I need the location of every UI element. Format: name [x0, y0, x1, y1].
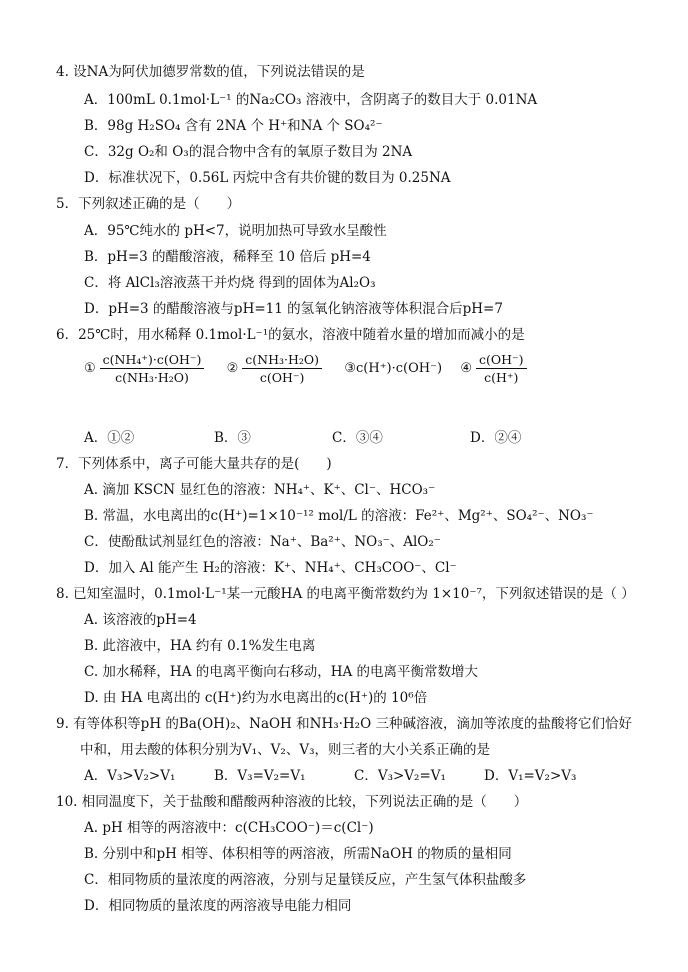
question-9-option-d: D．V₁=V₂>V₃ — [484, 768, 577, 784]
question-10-option-d: D．相同物质的量浓度的两溶液导电能力相同 — [84, 898, 352, 914]
question-10-option-b: B. 分别中和pH 相等、体积相等的两溶液，所需NaOH 的物质的量相同 — [84, 846, 512, 862]
question-8-option-c: C. 加水稀释，HA 的电离平衡向右移动，HA 的电离平衡常数增大 — [84, 664, 479, 680]
question-10-option-a: A. pH 相等的两溶液中：c(CH₃COO⁻)＝c(Cl⁻) — [84, 820, 374, 836]
question-4-option-c: C．32g O₂和 O₃的混合物中含有的氧原子数目为 2NA — [84, 144, 413, 160]
item-1-numerator: c(NH₄⁺)·c(OH⁻) — [100, 352, 205, 369]
question-9-option-a: A．V₃>V₂>V₁ — [84, 768, 176, 784]
item-2-mark: ② — [226, 361, 239, 376]
item-2-denominator: c(OH⁻) — [259, 370, 305, 385]
question-6-item-3 — [344, 361, 442, 376]
question-6-option-c: C．③④ — [332, 430, 383, 446]
question-7-option-b: B. 常温，水电离出的c(H⁺)=1×10⁻¹² mol/L 的溶液：Fe²⁺、Mg²⁺、SO₄²⁻、NO₃⁻ — [84, 508, 594, 524]
question-8-option-b: B. 此溶液中，HA 约有 0.1%发生电离 — [84, 638, 316, 654]
question-8-option-d: D. 由 HA 电离出的 c(H⁺)约为水电离出的c(H⁺)的 10⁶倍 — [84, 690, 428, 706]
item-1-denominator: c(NH₃·H₂O) — [115, 370, 189, 385]
item-1-fraction — [100, 352, 205, 385]
question-9-option-b: B．V₃=V₂=V₁ — [214, 768, 306, 784]
item-3-text: ③c(H⁺)·c(OH⁻) — [344, 361, 443, 376]
question-8-option-a: A. 该溶液的pH=4 — [84, 612, 197, 628]
question-4-option-d: D．标准状况下，0.56L 丙烷中含有共价键的数目为 0.25NA — [84, 170, 451, 186]
item-1-mark: ① — [84, 361, 96, 376]
item-2-fraction — [242, 352, 322, 385]
question-6-item-4 — [460, 352, 530, 385]
question-4-stem: 4. 设NA为阿伏加德罗常数的值，下列说法错误的是 — [56, 64, 365, 80]
question-7-option-c: C．使酚酞试剂显红色的溶液：Na⁺、Ba²⁺、NO₃⁻、AlO₂⁻ — [84, 534, 441, 550]
question-7-option-a: A. 滴加 KSCN 显红色的溶液：NH₄⁺、K⁺、Cl⁻、HCO₃⁻ — [84, 482, 436, 498]
question-6-item-1 — [84, 352, 208, 385]
item-4-fraction — [476, 352, 527, 385]
question-7-stem: 7．下列体系中，离子可能大量共存的是( ) — [56, 456, 332, 472]
question-5-option-d: D．pH=3 的醋酸溶液与pH=11 的氢氧化钠溶液等体积混合后pH=7 — [84, 301, 503, 317]
item-4-numerator: c(OH⁻) — [476, 352, 527, 369]
question-10-stem: 10. 相同温度下，关于盐酸和醋酸两种溶液的比较，下列说法正确的是（ ） — [56, 794, 528, 810]
question-4-option-b: B．98g H₂SO₄ 含有 2NA 个 H⁺和NA 个 SO₄²⁻ — [84, 118, 383, 134]
question-6-expressions — [84, 352, 545, 385]
question-9-stem-continued: 中和，用去酸的体积分别为V₁、V₂、V₃，则三者的大小关系正确的是 — [80, 742, 490, 758]
question-10-option-c: C．相同物质的量浓度的两溶液，分别与足量镁反应，产生氢气体积盐酸多 — [84, 872, 527, 888]
question-5-stem: 5．下列叙述正确的是（ ） — [56, 196, 241, 212]
item-4-denominator: c(H⁺) — [484, 370, 519, 385]
question-8-stem: 8. 已知室温时，0.1mol·L⁻¹某一元酸HA 的电离平衡常数约为 1×10⁻⁷，下列叙述错误的是（ ） — [56, 586, 635, 602]
question-6-option-b: B．③ — [214, 430, 251, 446]
question-4-option-a: A．100mL 0.1mol·L⁻¹ 的Na₂CO₃ 溶液中，含阴离子的数目大于 0.01NA — [84, 92, 538, 108]
question-5-option-b: B．pH=3 的醋酸溶液，稀释至 10 倍后 pH=4 — [84, 249, 371, 265]
item-2-numerator: c(NH₃·H₂O) — [242, 352, 322, 369]
question-9-option-c: C．V₃>V₂=V₁ — [354, 768, 446, 784]
question-6-item-2 — [227, 352, 326, 385]
question-6-stem: 6．25℃时，用水稀释 0.1mol·L⁻¹的氨水，溶液中随着水量的增加而减小的是 — [56, 327, 525, 343]
question-6-option-a: A．①② — [84, 430, 135, 446]
item-4-mark: ④ — [460, 361, 472, 376]
question-7-option-d: D．加入 Al 能产生 H₂的溶液：K⁺、NH₄⁺、CH₃COO⁻、Cl⁻ — [84, 560, 457, 576]
question-5-option-c: C．将 AlCl₃溶液蒸干并灼烧 得到的固体为Al₂O₃ — [84, 275, 376, 291]
question-9-stem: 9. 有等体积等pH 的Ba(OH)₂、NaOH 和NH₃·H₂O 三种碱溶液，滴加等浓度的盐酸将它们恰好 — [56, 716, 632, 732]
question-5-option-a: A．95℃纯水的 pH<7，说明加热可导致水呈酸性 — [84, 223, 387, 239]
question-6-option-d: D．②④ — [470, 430, 522, 446]
